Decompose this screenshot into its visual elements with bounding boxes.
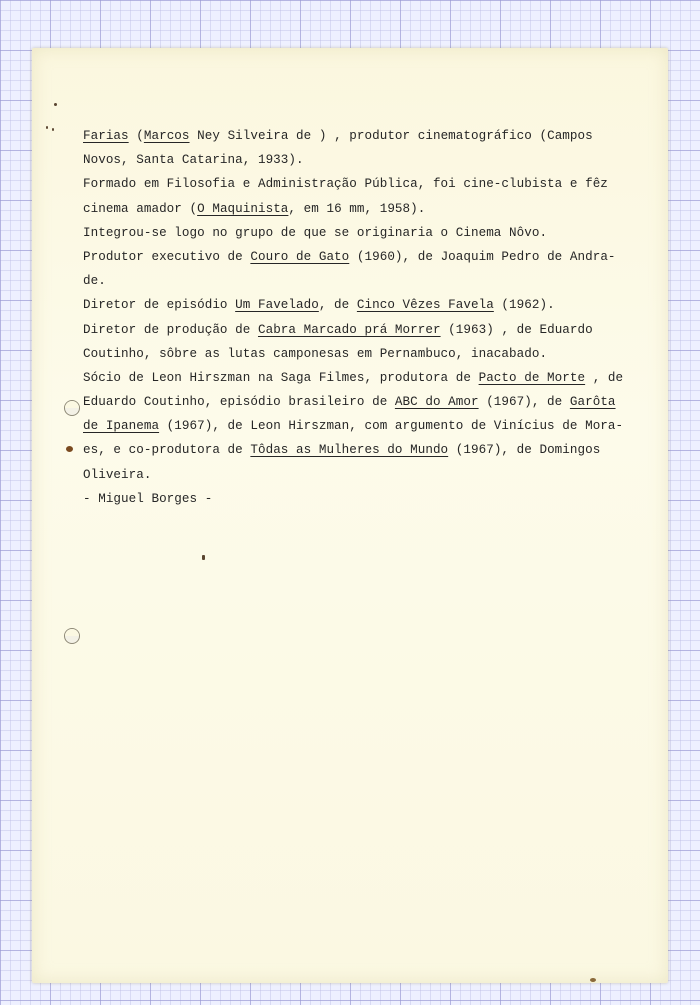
text-run: (1967), de Domingos (448, 443, 601, 458)
ink-speck (54, 103, 57, 106)
text-run: (1962). (493, 298, 555, 313)
text-run: Coutinho, sôbre as lutas camponesas em Pernambuco, inacabado. (83, 346, 548, 361)
text-run: , em 16 mm, 1958). (288, 201, 426, 216)
text-line (83, 197, 643, 221)
text-run: de. (83, 274, 106, 289)
underlined-title: Cabra Marcado prá Morrer (257, 322, 441, 337)
text-line (83, 148, 643, 172)
text-run: Oliveira. (83, 467, 152, 482)
text-run: Produtor executivo de (83, 249, 251, 264)
text-line (83, 172, 643, 196)
text-line (83, 487, 643, 511)
text-run: , de (318, 298, 357, 313)
text-line (83, 438, 643, 462)
text-run: (1960), de Joaquim Pedro de Andra- (349, 249, 616, 264)
text-line (83, 414, 643, 438)
text-run: Formado em Filosofia e Administração Pública, foi cine-clubista e fêz (83, 177, 608, 192)
text-run: Ney Silveira de ) , produtor cinematográfico (Campos (189, 129, 593, 143)
biography-text (83, 124, 643, 511)
text-line (83, 245, 643, 269)
punch-hole-top (64, 400, 80, 416)
ink-speck (46, 126, 48, 129)
text-run: cinema amador ( (83, 201, 198, 216)
text-run: Eduardo Coutinho, episódio brasileiro de (83, 395, 395, 410)
text-line (83, 269, 643, 293)
text-run: (1967), de Leon Hirszman, com argumento de Vinícius de Mora- (159, 419, 624, 434)
underlined-title: Couro de Gato (250, 249, 350, 264)
underlined-title: O Maquinista (197, 201, 289, 216)
underlined-title: Um Favelado (235, 298, 319, 313)
underlined-title: Farias (83, 129, 129, 143)
text-line (83, 124, 643, 148)
underlined-title: Tôdas as Mulheres do Mundo (250, 443, 449, 458)
text-line (83, 293, 643, 317)
ink-speck (52, 128, 54, 131)
text-line (83, 221, 643, 245)
text-run: , de (585, 370, 624, 385)
text-run: (1967), de (478, 395, 570, 410)
text-run: es, e co-produtora de (83, 443, 251, 458)
text-line (83, 342, 643, 366)
underlined-title: Garôta (569, 395, 616, 410)
text-run: Diretor de episódio (83, 298, 236, 313)
text-run: (1963) , de Eduardo (440, 322, 593, 337)
text-run: Novos, Santa Catarina, 1933). (83, 153, 304, 168)
ink-speck (590, 978, 596, 982)
text-run: Sócio de Leon Hirszman na Saga Filmes, produtora de (83, 370, 479, 385)
underlined-title: Cinco Vêzes Favela (356, 298, 494, 313)
text-line (83, 366, 643, 390)
text-line (83, 463, 643, 487)
underlined-title: de Ipanema (83, 419, 160, 434)
text-run: Diretor de produção de (83, 322, 258, 337)
underlined-title: Pacto de Morte (478, 370, 586, 385)
text-line (83, 318, 643, 342)
text-run: ( (128, 129, 144, 143)
ink-speck (66, 446, 73, 452)
text-line (83, 390, 643, 414)
text-run: - Miguel Borges - (83, 491, 213, 506)
underlined-title: ABC do Amor (394, 395, 479, 410)
ink-speck (202, 555, 205, 560)
punch-hole-bottom (64, 628, 80, 644)
text-run: Integrou-se logo no grupo de que se originaria o Cinema Nôvo. (83, 225, 548, 240)
underlined-title: Marcos (143, 129, 190, 143)
